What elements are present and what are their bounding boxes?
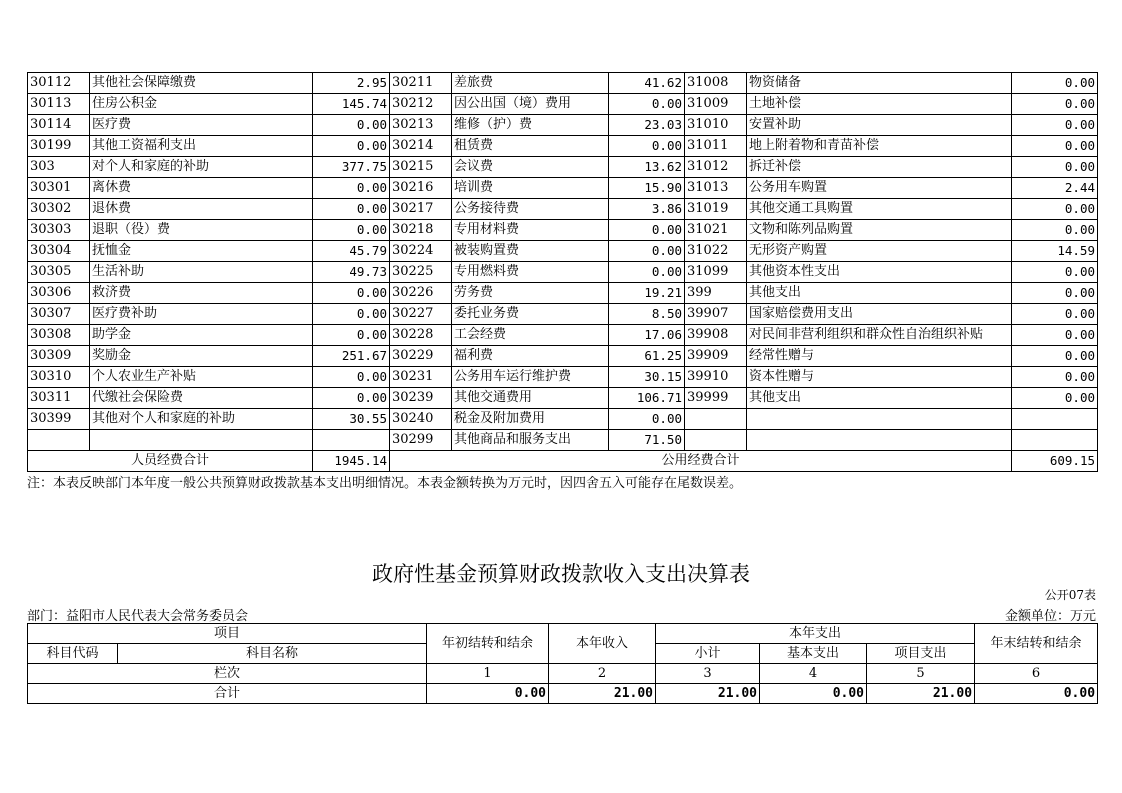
group3-amount-cell [1012, 409, 1098, 430]
group2-code-cell: 30228 [390, 325, 452, 346]
group2-name-cell: 税金及附加费用 [452, 409, 609, 430]
total-subtotal: 21.00 [656, 684, 760, 704]
total-carry-begin: 0.00 [427, 684, 549, 704]
group1-amount-cell: 0.00 [313, 367, 390, 388]
header-carry-end: 年末结转和结余 [975, 624, 1098, 664]
header-project: 项目支出 [867, 644, 975, 664]
group2-name-cell: 公务接待费 [452, 199, 609, 220]
group2-name-cell: 劳务费 [452, 283, 609, 304]
group2-code-cell: 30214 [390, 136, 452, 157]
group1-amount-cell [313, 430, 390, 451]
group2-name-cell: 工会经费 [452, 325, 609, 346]
table-row [28, 73, 1098, 94]
public-total-label: 公用经费合计 [390, 451, 1012, 472]
table-row [28, 115, 1098, 136]
group3-code-cell: 31021 [685, 220, 747, 241]
group2-amount-cell: 41.62 [609, 73, 685, 94]
group3-name-cell: 拆迁补偿 [747, 157, 1012, 178]
public-total-value: 609.15 [1012, 451, 1098, 472]
group1-name-cell: 抚恤金 [90, 241, 313, 262]
group3-name-cell: 其他支出 [747, 388, 1012, 409]
table-row [28, 241, 1098, 262]
group1-amount-cell: 2.95 [313, 73, 390, 94]
group2-name-cell: 公务用车运行维护费 [452, 367, 609, 388]
group1-name-cell: 其他社会保障缴费 [90, 73, 313, 94]
group3-amount-cell: 14.59 [1012, 241, 1098, 262]
group3-code-cell: 39999 [685, 388, 747, 409]
group1-name-cell: 个人农业生产补贴 [90, 367, 313, 388]
totals-row [28, 451, 1098, 472]
total-carry-end: 0.00 [975, 684, 1098, 704]
group1-amount-cell: 0.00 [313, 283, 390, 304]
group3-name-cell: 安置补助 [747, 115, 1012, 136]
group3-code-cell: 39907 [685, 304, 747, 325]
group2-name-cell: 会议费 [452, 157, 609, 178]
group1-code-cell: 30307 [28, 304, 90, 325]
header-subtotal: 小计 [656, 644, 760, 664]
group1-name-cell: 住房公积金 [90, 94, 313, 115]
group2-amount-cell: 13.62 [609, 157, 685, 178]
header-row-1 [28, 624, 1098, 644]
group1-amount-cell: 251.67 [313, 346, 390, 367]
group1-code-cell: 303 [28, 157, 90, 178]
group2-amount-cell: 3.86 [609, 199, 685, 220]
group3-name-cell: 物资储备 [747, 73, 1012, 94]
group1-name-cell: 离休费 [90, 178, 313, 199]
group3-code-cell: 31012 [685, 157, 747, 178]
group2-name-cell: 被装购置费 [452, 241, 609, 262]
group2-amount-cell: 23.03 [609, 115, 685, 136]
group3-code-cell: 39908 [685, 325, 747, 346]
group3-name-cell: 对民间非营利组织和群众性自治组织补贴 [747, 325, 1012, 346]
group1-name-cell: 退休费 [90, 199, 313, 220]
total-income: 21.00 [549, 684, 656, 704]
header-carry-begin: 年初结转和结余 [427, 624, 549, 664]
group2-name-cell: 其他商品和服务支出 [452, 430, 609, 451]
total-project: 21.00 [867, 684, 975, 704]
header-income: 本年收入 [549, 624, 656, 664]
column-index-2: 2 [549, 664, 656, 684]
group2-name-cell: 培训费 [452, 178, 609, 199]
group1-amount-cell: 0.00 [313, 220, 390, 241]
group3-amount-cell: 0.00 [1012, 304, 1098, 325]
table-row [28, 325, 1098, 346]
group1-name-cell: 医疗费 [90, 115, 313, 136]
group3-name-cell: 地上附着物和青苗补偿 [747, 136, 1012, 157]
unit-label: 金额单位：万元 [1004, 609, 1096, 624]
group1-amount-cell: 30.55 [313, 409, 390, 430]
group1-name-cell [90, 430, 313, 451]
group3-amount-cell: 0.00 [1012, 157, 1098, 178]
group1-code-cell: 30306 [28, 283, 90, 304]
page-title: 政府性基金预算财政拨款收入支出决算表 [372, 562, 750, 586]
group2-amount-cell: 15.90 [609, 178, 685, 199]
group1-name-cell: 助学金 [90, 325, 313, 346]
group1-code-cell: 30311 [28, 388, 90, 409]
group1-name-cell: 退职（役）费 [90, 220, 313, 241]
table-row [28, 430, 1098, 451]
group2-code-cell: 30217 [390, 199, 452, 220]
group1-name-cell: 生活补助 [90, 262, 313, 283]
group3-code-cell: 39910 [685, 367, 747, 388]
column-index-row [28, 664, 1098, 684]
group1-code-cell [28, 430, 90, 451]
header-code: 科目代码 [28, 644, 118, 664]
table-row [28, 94, 1098, 115]
header-item: 项目 [28, 624, 427, 644]
group2-name-cell: 委托业务费 [452, 304, 609, 325]
group2-code-cell: 30212 [390, 94, 452, 115]
group1-amount-cell: 0.00 [313, 115, 390, 136]
department-label: 部门：益阳市人民代表大会常务委员会 [27, 609, 249, 624]
group1-code-cell: 30310 [28, 367, 90, 388]
group2-code-cell: 30226 [390, 283, 452, 304]
group2-amount-cell: 106.71 [609, 388, 685, 409]
group3-amount-cell: 0.00 [1012, 115, 1098, 136]
group1-name-cell: 救济费 [90, 283, 313, 304]
group3-amount-cell [1012, 430, 1098, 451]
header-name: 科目名称 [118, 644, 427, 664]
group1-code-cell: 30303 [28, 220, 90, 241]
group2-code-cell: 30216 [390, 178, 452, 199]
header-expense: 本年支出 [656, 624, 975, 644]
group1-code-cell: 30302 [28, 199, 90, 220]
group3-amount-cell: 0.00 [1012, 367, 1098, 388]
group2-amount-cell: 17.06 [609, 325, 685, 346]
total-row [28, 684, 1098, 704]
group2-name-cell: 租赁费 [452, 136, 609, 157]
group1-amount-cell: 0.00 [313, 199, 390, 220]
personnel-total-label: 人员经费合计 [28, 451, 313, 472]
group1-code-cell: 30113 [28, 94, 90, 115]
group2-name-cell: 因公出国（境）费用 [452, 94, 609, 115]
group3-name-cell: 无形资产购置 [747, 241, 1012, 262]
group3-amount-cell: 0.00 [1012, 262, 1098, 283]
header-basic: 基本支出 [760, 644, 867, 664]
table-row [28, 220, 1098, 241]
group3-code-cell: 31011 [685, 136, 747, 157]
group1-name-cell: 代缴社会保险费 [90, 388, 313, 409]
group2-code-cell: 30215 [390, 157, 452, 178]
column-index-1: 1 [427, 664, 549, 684]
table-body [28, 73, 1098, 451]
group2-code-cell: 30224 [390, 241, 452, 262]
group3-name-cell: 资本性赠与 [747, 367, 1012, 388]
gov-fund-budget-table [27, 623, 1098, 704]
group1-code-cell: 30399 [28, 409, 90, 430]
group2-code-cell: 30229 [390, 346, 452, 367]
group2-amount-cell: 0.00 [609, 94, 685, 115]
group1-amount-cell: 377.75 [313, 157, 390, 178]
personnel-total-value: 1945.14 [313, 451, 390, 472]
group3-amount-cell: 0.00 [1012, 283, 1098, 304]
column-index-label: 栏次 [28, 664, 427, 684]
table-row [28, 136, 1098, 157]
column-index-3: 3 [656, 664, 760, 684]
group3-code-cell: 31099 [685, 262, 747, 283]
group2-code-cell: 30227 [390, 304, 452, 325]
table-row [28, 157, 1098, 178]
group3-name-cell: 其他资本性支出 [747, 262, 1012, 283]
table-row [28, 283, 1098, 304]
group2-name-cell: 其他交通费用 [452, 388, 609, 409]
group2-amount-cell: 0.00 [609, 409, 685, 430]
group1-name-cell: 其他工资福利支出 [90, 136, 313, 157]
group2-amount-cell: 0.00 [609, 262, 685, 283]
column-index-5: 5 [867, 664, 975, 684]
table-note: 注：本表反映部门本年度一般公共预算财政拨款基本支出明细情况。本表金额转换为万元时，因四舍五入可能存在尾数误差。 [27, 476, 743, 491]
table-row [28, 388, 1098, 409]
group2-amount-cell: 8.50 [609, 304, 685, 325]
group2-code-cell: 30231 [390, 367, 452, 388]
group3-name-cell: 土地补偿 [747, 94, 1012, 115]
group3-amount-cell: 0.00 [1012, 136, 1098, 157]
group2-amount-cell: 0.00 [609, 136, 685, 157]
group3-code-cell: 31022 [685, 241, 747, 262]
group1-code-cell: 30301 [28, 178, 90, 199]
group3-name-cell [747, 430, 1012, 451]
group3-name-cell: 国家赔偿费用支出 [747, 304, 1012, 325]
form-number: 公开07表 [1044, 588, 1096, 602]
group3-amount-cell: 0.00 [1012, 220, 1098, 241]
table-row [28, 199, 1098, 220]
group3-code-cell: 31013 [685, 178, 747, 199]
group2-name-cell: 专用燃料费 [452, 262, 609, 283]
group3-name-cell: 公务用车购置 [747, 178, 1012, 199]
group2-amount-cell: 19.21 [609, 283, 685, 304]
group2-name-cell: 差旅费 [452, 73, 609, 94]
group1-name-cell: 其他对个人和家庭的补助 [90, 409, 313, 430]
group1-name-cell: 奖励金 [90, 346, 313, 367]
group3-amount-cell: 0.00 [1012, 199, 1098, 220]
group1-amount-cell: 49.73 [313, 262, 390, 283]
group1-name-cell: 医疗费补助 [90, 304, 313, 325]
group2-code-cell: 30225 [390, 262, 452, 283]
group1-amount-cell: 45.79 [313, 241, 390, 262]
group2-code-cell: 30211 [390, 73, 452, 94]
group1-amount-cell: 0.00 [313, 136, 390, 157]
group3-name-cell: 经常性赠与 [747, 346, 1012, 367]
group2-amount-cell: 71.50 [609, 430, 685, 451]
table-row [28, 409, 1098, 430]
group1-code-cell: 30112 [28, 73, 90, 94]
group1-code-cell: 30309 [28, 346, 90, 367]
group3-amount-cell: 0.00 [1012, 325, 1098, 346]
table-row [28, 262, 1098, 283]
table-row [28, 346, 1098, 367]
group3-amount-cell: 0.00 [1012, 94, 1098, 115]
group2-code-cell: 30299 [390, 430, 452, 451]
group3-code-cell: 399 [685, 283, 747, 304]
basic-expense-detail-table [27, 72, 1098, 472]
table-row [28, 304, 1098, 325]
group1-name-cell: 对个人和家庭的补助 [90, 157, 313, 178]
column-index-6: 6 [975, 664, 1098, 684]
group1-code-cell: 30305 [28, 262, 90, 283]
group3-name-cell: 文物和陈列品购置 [747, 220, 1012, 241]
column-index-4: 4 [760, 664, 867, 684]
group2-name-cell: 福利费 [452, 346, 609, 367]
group2-name-cell: 维修（护）费 [452, 115, 609, 136]
group3-code-cell: 31008 [685, 73, 747, 94]
group2-amount-cell: 61.25 [609, 346, 685, 367]
group3-amount-cell: 0.00 [1012, 73, 1098, 94]
group3-name-cell [747, 409, 1012, 430]
group2-amount-cell: 30.15 [609, 367, 685, 388]
group1-amount-cell: 0.00 [313, 178, 390, 199]
group1-amount-cell: 0.00 [313, 325, 390, 346]
group3-code-cell: 31009 [685, 94, 747, 115]
group3-amount-cell: 0.00 [1012, 388, 1098, 409]
table-row [28, 367, 1098, 388]
group1-code-cell: 30304 [28, 241, 90, 262]
group2-code-cell: 30213 [390, 115, 452, 136]
group3-code-cell: 31019 [685, 199, 747, 220]
group2-code-cell: 30240 [390, 409, 452, 430]
group3-name-cell: 其他交通工具购置 [747, 199, 1012, 220]
group1-code-cell: 30308 [28, 325, 90, 346]
group1-amount-cell: 145.74 [313, 94, 390, 115]
group3-name-cell: 其他支出 [747, 283, 1012, 304]
group3-code-cell: 31010 [685, 115, 747, 136]
group2-code-cell: 30218 [390, 220, 452, 241]
group1-code-cell: 30114 [28, 115, 90, 136]
group3-code-cell [685, 430, 747, 451]
group3-code-cell [685, 409, 747, 430]
group3-amount-cell: 2.44 [1012, 178, 1098, 199]
group1-amount-cell: 0.00 [313, 304, 390, 325]
group1-code-cell: 30199 [28, 136, 90, 157]
group2-name-cell: 专用材料费 [452, 220, 609, 241]
table-row [28, 178, 1098, 199]
group3-code-cell: 39909 [685, 346, 747, 367]
group2-code-cell: 30239 [390, 388, 452, 409]
group2-amount-cell: 0.00 [609, 220, 685, 241]
group3-amount-cell: 0.00 [1012, 346, 1098, 367]
group1-amount-cell: 0.00 [313, 388, 390, 409]
total-label: 合计 [28, 684, 427, 704]
total-basic: 0.00 [760, 684, 867, 704]
group2-amount-cell: 0.00 [609, 241, 685, 262]
